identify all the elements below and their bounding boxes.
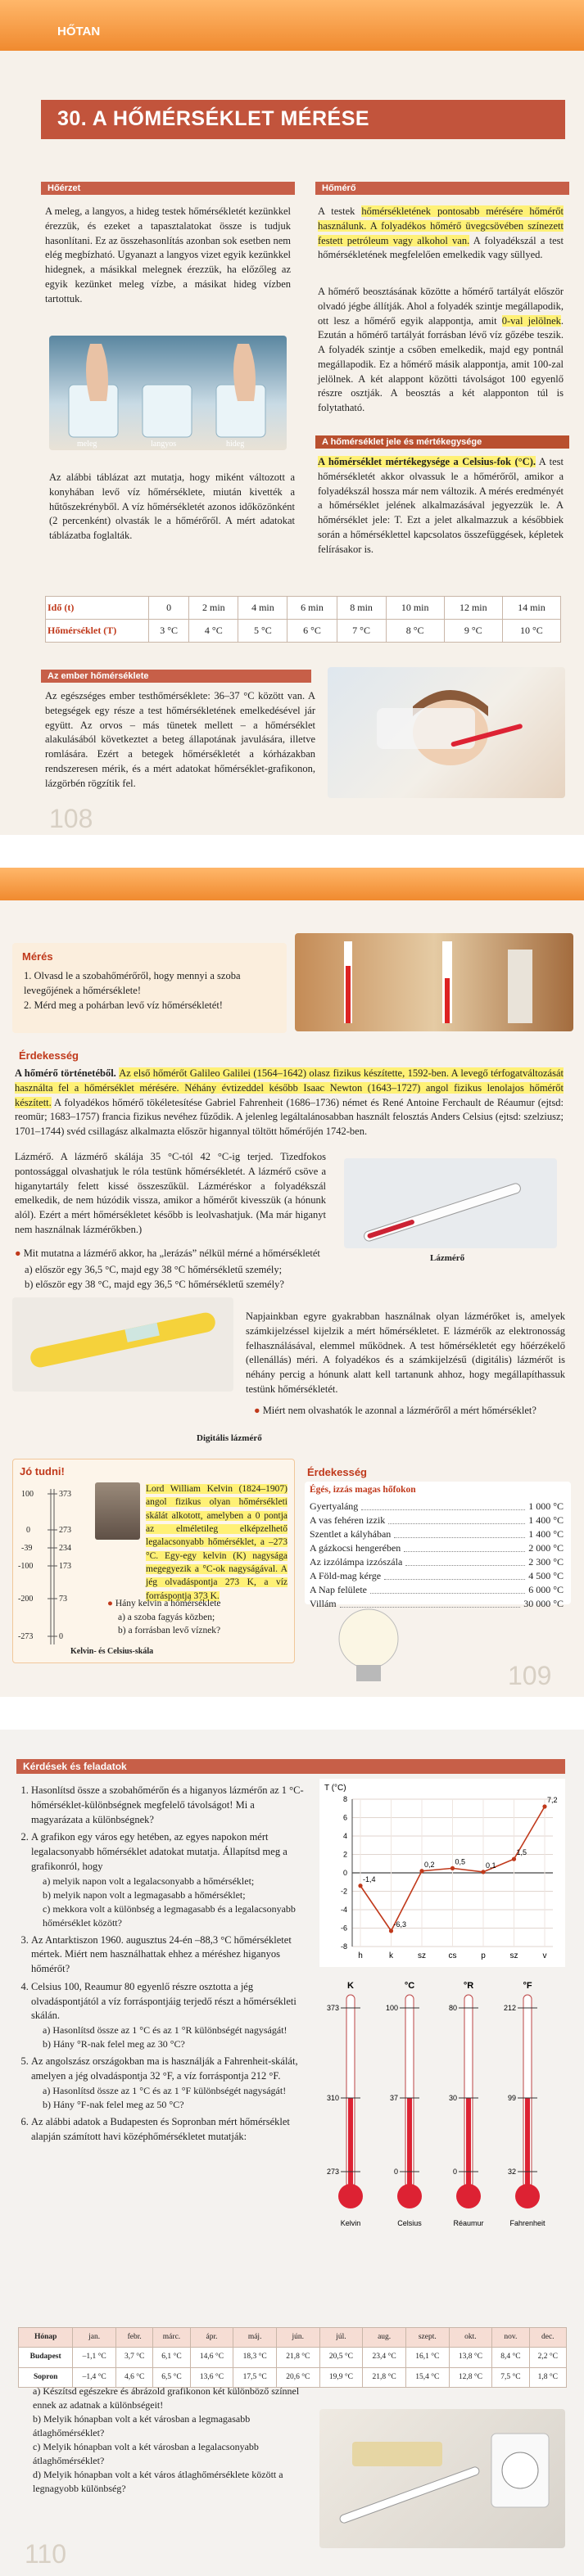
measure-item-2: 2. Mérd meg a pohárban levő víz hőmérsékletét! [24,999,223,1011]
questions-heading: Kérdések és feladatok [16,1759,565,1774]
climate-header-row [19,2328,567,2348]
y-tick-label: 6 [342,1813,347,1822]
temp-cell: 9 °C [444,620,502,643]
temp-cell: 10 °C [502,620,560,643]
lazmero-text: Lázmérő. A lázmérő skálája 35 °C-tól 42 °C-ig terjed. Tizedfokos pontossággal olvashatjuk le róla testünk hőmérsékletét. A lázmérő csöve a higanytartály felett kissé összeszűkül. Lázméréskor a folyadékszál emelkedik, de nem húzódik vissza, amikor a hőmérőt kivesszük (a hónunk alól). Ezért a mért hőmérsékletet később is leolvashatjuk. (Ma már higanyt nem használnak lázmérőkben.) [15,1151,326,1235]
scale-c-zero: 0 [26,1526,30,1535]
y-tick-label: -6 [340,1924,347,1933]
climate-cell: 13,6 °C [190,2367,233,2387]
scale-value: 0 [452,2168,457,2176]
x-tick-label: sz [418,1951,426,1960]
page-gap [0,835,584,868]
thermometer-bulb [515,2184,540,2208]
climate-header: júl. [319,2328,363,2348]
climate-cell: 6,5 °C [153,2367,190,2387]
scale-value: 0 [393,2168,398,2176]
light-bulb-illustration [324,1604,414,1686]
data-point [389,1929,393,1933]
scale-name: Celsius [397,2219,422,2227]
climate-header: aug. [363,2328,406,2348]
digital-caption: Digitális lázmérő [197,1433,262,1443]
climate-header: Hónap [19,2328,73,2348]
scale-c-mid-1: -39 [21,1544,33,1553]
y-tick-label: 0 [342,1869,347,1877]
climate-cell: 17,5 °C [233,2367,277,2387]
scale-value: 373 [326,2004,339,2012]
scale-value: 80 [448,2004,457,2012]
climate-header: ápr. [190,2328,233,2348]
data-point [481,1870,485,1874]
climate-row-budapest [19,2348,567,2367]
climate-city: Budapest [19,2348,73,2367]
top-band [0,868,584,900]
measurement-table [45,596,561,643]
scale-name: Réaumur [453,2219,484,2227]
task-sub: b) melyik napon volt a legmagasabb a hőmérséklet; [43,1888,246,1901]
mercury-column [348,2098,353,2188]
chart-ylabel: T (°C) [324,1784,346,1793]
data-label: 0,2 [424,1860,435,1869]
scale-value: 99 [507,2094,516,2102]
climate-city: Sopron [19,2367,73,2387]
climate-header: márc. [153,2328,190,2348]
time-cell: 10 min [386,597,444,620]
thermometer-bulb [456,2184,481,2208]
chapter-band [0,0,584,51]
task-sub: b) Hány °F-nak felel meg az 50 °C? [43,2098,184,2110]
scale-unit: °C [404,1981,415,1991]
climate-header: dec. [529,2328,566,2348]
task-sub: a) Hasonlítsd össze az 1 °C és az 1 °F különbségét nagyságát! [43,2084,287,2096]
digital-text: Napjainkban egyre gyakrabban használnak olyan lázmérőket is, amelyek számkijelzéssel kijelzik a mért hőmérsékletet. E lázmérők az elektronosság felhasználásával, elemmel működnek. A test hőmérsékletét egy hőérzékelő (ellenállás) méri. A folyadékos és a számkijelzésű (digitális) lázmérőt is néhány percig a hónunk alatt kell tartanunk ahhoz, hogy megállapíthassuk testünk hőmérsékletét. [246,1311,565,1395]
table-row-temperature [46,620,561,643]
climate-cell: –1,4 °C [73,2367,116,2387]
jo-tudni-heading: Jó tudni! [20,1465,65,1477]
weekly-temperature-chart [319,1779,565,1967]
task-item: 1. Hasonlítsd össze a szobahőmérőn és a higanyos lázmérőn az 1 °C-hőmérséklet-különbségnek megfelelő távolságot! Mi a magyarázata a különbségnek? [31,1784,306,1827]
data-point [358,1884,362,1888]
scale-value: 32 [507,2168,516,2176]
x-tick-label: h [358,1951,363,1960]
task-item: 2. A grafikon egy város egy hetében, az egyes napokon mért legalacsonyabb hőmérséklet adatokat mutatja. Állapítsd meg a grafikonról, hogy a) melyik napon volt a legalacsonyabb a hőmérséklet; b) melyik napon volt a legmagasabb a hőmérséklet; c) mekkora volt a különbség a legmagasabb és a legalacsonyabb hőmérséklet között? [31,1830,306,1929]
kelvin-question-a: a) a szoba fagyás közben; [118,1613,215,1622]
climate-cell: 19,9 °C [319,2367,363,2387]
fact-item: Gyertyaláng 1 000 °C [310,1500,564,1512]
page-number: 110 [25,2539,67,2569]
facts-list [310,1500,564,1611]
climate-cell: 20,6 °C [276,2367,319,2387]
task-sub: b) Melyik hónapban volt a két városban a legmagasabb átlaghőmérséklet? [33,2413,251,2439]
scale-value: 100 [385,2004,398,2012]
body-temp-text: Az egészséges ember testhőmérséklete: 36–37 °C között van. A betegségek egy része a test hőmérsékletének emelkedésével jár együtt. Az orvos – más tünetek mellett – a hőmérséklet alakulásából következtet a beteg állapotának javulására, illetve romlására. Ezért a betegek hőmérsékletét a kórházakban rendszeresen mérik, és a mért adatokat hőmérséklet-grafikonon, lázgörbén rögzítik fel. [45,690,315,789]
time-cell: 0 [149,597,189,620]
mercury-column [525,2098,530,2188]
facts-subheading: Égés, izzás magas hőfokon [310,1485,416,1495]
task-sub: a) Készítsd egészekre és ábrázold grafikonon két különböző színnel ennek az adatnak a különbségeit! [33,2385,300,2411]
page-number: 109 [508,1661,552,1690]
homero-paragraph-1: A testek hőmérsékletének pontosabb mérésére hőmérőt használunk. A folyadékos hőmérő üvegcsövében színezett festett petróleum vagy alkohol van. A folyadékszál a test hőmérsékletének megfelelően emelkedik vagy süllyed. [318,205,564,261]
climate-table [18,2327,567,2388]
climate-cell: 21,8 °C [276,2348,319,2367]
climate-cell: 4,6 °C [116,2367,153,2387]
page-title: 30. A HŐMÉRSÉKLET MÉRÉSE [57,107,370,130]
data-label: 7,2 [547,1796,558,1804]
beaker-label-cold: hideg [226,440,245,449]
fact-item: A vas fehéren izzik 1 400 °C [310,1514,564,1527]
scale-k-top: 373 [59,1490,71,1499]
lazmero-photo [344,1158,557,1248]
y-tick-label: -4 [340,1906,347,1914]
climate-cell: 12,8 °C [449,2367,492,2387]
scale-c-mid-2: -100 [18,1562,34,1571]
beakers-illustration [49,336,287,450]
scale-name: Fahrenheit [509,2219,546,2227]
task-item: 4. Celsius 100, Reaumur 80 egyenlő részre osztotta a jég olvadáspontjától a víz forráspontjáig terjedő részt a hőmérsékleti skálán. a) Hasonlítsd össze az 1 °C és az 1 °R különbségét nagyságát! b) Hány °R-nak felel meg az 30 °C? [31,1980,306,2051]
page-108 [0,0,584,835]
time-cell: 4 min [238,597,287,620]
kelvin-text: Lord William Kelvin (1824–1907) angol fizikus olyan hőmérsékleti skálát alkotott, amelyben a 0 pontja az elméletileg elképzelhető legalacsonyabb hőmérséklet, a –273 °C. Egy-egy kelvin (K) nagysága megegyezik a °C-ok nagyságával. A jég olvadáspontja 273 K, a víz forráspontja 373 K. [146,1484,287,1601]
climate-cell: 7,5 °C [492,2367,529,2387]
temp-cell: 3 °C [149,620,189,643]
data-label: 1,5 [516,1848,527,1857]
task-sub: b) Hány °R-nak felel meg az 30 °C? [43,2038,185,2050]
digital-thermometer-photo [12,1297,233,1392]
scale-value: 273 [326,2168,339,2176]
scale-c-bottom: -273 [18,1632,34,1641]
sick-child-photo [328,667,565,798]
table-intro: Az alábbi táblázat azt mutatja, hogy miként változott a konyhában levő víz hőmérséklete, miután kivették a hűtőszekrényből. A víz hőmérsékletét azonos időközönként (2 percenként) olvasták le a hőmérőről. A mért adatokat táblázatba foglalták. [49,471,295,541]
climate-header: máj. [233,2328,277,2348]
scale-value: 310 [326,2094,339,2102]
data-label: -1,4 [363,1874,376,1884]
hoerzet-text: A meleg, a langyos, a hideg testek hőmérsékletét kezünkkel érezzük, és ezeket a tapasztalatokat össze is tudjuk hasonlítani. Ez az összehasonlítás azonban sok esetben nem elég megbízható. Ugyanazt a langyos vizet egyik kezünkkel hidegnek, a másikkal melegnek érezzük, ha előzőleg az egyik kezünket meleg vízbe, a másikat hideg vízben tartottuk. [45,205,291,305]
facts-heading: Érdekesség [307,1466,367,1478]
y-tick-label: 4 [342,1832,347,1840]
time-cell: 14 min [502,597,560,620]
task-list [31,1784,306,2147]
temp-cell: 6 °C [287,620,337,643]
four-temperature-scales [319,1975,565,2245]
digital-question: ● Miért nem olvashatók le azonnal a lázmérőről a mért hőmérséklet? [254,1405,536,1416]
kelvin-question-b: b) a forrásban levő víznek? [118,1626,221,1635]
time-cell: 8 min [337,597,386,620]
facts-box [305,1482,571,1610]
scale-k-mid-1: 234 [59,1544,71,1553]
time-cell: 12 min [444,597,502,620]
x-tick-label: k [389,1951,393,1960]
lazmero-question: ● Mit mutatna a lázmérő akkor, ha „lerázás” nélkül mérné a hőmérsékletét [15,1247,320,1259]
row-head-time: Idő (t) [46,597,149,620]
section-heading-homero: Hőmérő [315,182,569,195]
data-point [450,1866,455,1870]
scale-unit: °F [523,1981,532,1991]
x-tick-label: v [542,1951,547,1960]
scale-k-zero: 273 [59,1526,71,1535]
climate-cell: 3,7 °C [116,2348,153,2367]
climate-cell: 15,4 °C [405,2367,449,2387]
measure-heading: Mérés [22,950,53,963]
climate-header: szept. [405,2328,449,2348]
scale-k-mid-3: 73 [59,1595,67,1604]
scale-c-top: 100 [21,1490,34,1499]
thermometer-collection-illustration [319,2409,565,2548]
row-head-temperature: Hőmérséklet (T) [46,620,149,643]
thermometer-bulb [397,2184,422,2208]
page-number: 108 [49,804,93,833]
fact-item: Szentlet a kályhában 1 400 °C [310,1528,564,1541]
kelvin-caption: Kelvin- és Celsius-skála [70,1647,154,1656]
section-heading-hoerzet: Hőérzet [41,182,295,195]
climate-header: jan. [73,2328,116,2348]
section-heading-body-temp: Az ember hőmérséklete [41,670,311,683]
climate-cell: –1,1 °C [73,2348,116,2367]
unit-paragraph: A hőmérséklet mértékegysége a Celsius-fok (°C). A test hőmérsékletét akkor olvassuk le a hőmérőről, amikor a folyadékszál hossza már nem változik. A mérés eredményét a hőmérséklet jelének alkalmazásával jegyezzük le. A hőmérséklet jele: T. Ezt a jelet alkalmazzuk a későbbiek során a hőmérséklettel kapcsolatos összefüggések, képletek felírásakor is. [318,456,564,555]
climate-header: okt. [449,2328,492,2348]
temp-cell: 5 °C [238,620,287,643]
time-cell: 6 min [287,597,337,620]
lazmero-caption: Lázmérő [430,1253,465,1263]
scale-name: Kelvin [340,2219,361,2227]
time-cell: 2 min [189,597,238,620]
homero-paragraph-2: A hőmérő beosztásának közötte a hőmérő tartályát először olvadó jégbe állítják. Ahol a folyadék szintje megállapodik, ott lesz a hőmérő egyik alappontja, amit 0-val jelölnek. Ezután a hőmérő tartályát forrásban lévő víz gőzébe teszik. A folyadék szintje a csőben emelkedik, majd egy pontnál megállapodik. Ez a hőmérő másik alappontja, amit 100-zal jelölnek. A két alappont közötti távolságot 100 egyenlő részre osztják. A beosztás a két alapponton túl is folytatható. [318,286,564,413]
task-sub: a) melyik napon volt a legalacsonyabb a hőmérséklet; [43,1874,255,1887]
thermometer-bulb [338,2184,363,2208]
temp-cell: 8 °C [386,620,444,643]
scale-value: 30 [448,2094,457,2102]
scale-k-bottom: 0 [59,1632,63,1641]
task-item: 5. Az angolszász országokban ma is használják a Fahrenheit-skálát, amelyen a jég olvadáspontja 32 °F, a víz forráspontja 212 °F. a) Hasonlítsd össze az 1 °C és az 1 °F különbségét nagyságát! b) Hány °F-nak felel meg az 50 °C? [31,2055,306,2112]
x-tick-label: sz [509,1951,518,1960]
climate-cell: 6,1 °C [153,2348,190,2367]
task6-subs [33,2384,311,2496]
scale-c-mid-3: -200 [18,1595,34,1604]
digital-thermometer-illustration [12,1297,233,1392]
measure-item-1: 1. Olvasd le a szobahőmérőről, hogy mennyi a szoba levegőjének a hőmérséklete! [24,970,241,996]
mercury-column [466,2098,471,2188]
data-point [542,1804,546,1808]
kelvin-question: ● Hány kelvin a hőmérséklete [107,1599,221,1608]
beaker-label-hot: meleg [77,440,97,449]
fact-item: Villám 30 000 °C [310,1598,564,1610]
data-label: 0,1 [486,1861,496,1870]
climate-header: nov. [492,2328,529,2348]
hand-water-photo [49,336,287,450]
fact-item: A Föld-mag kérge 4 500 °C [310,1570,564,1582]
child-thermometer-illustration [328,667,565,798]
climate-cell: 16,1 °C [405,2348,449,2367]
page-109 [0,868,584,1697]
measure-box [12,943,287,1033]
fact-item: A gázkocsi hengerében 2 000 °C [310,1542,564,1554]
climate-cell: 2,2 °C [529,2348,566,2367]
data-label: 0,5 [455,1857,466,1866]
data-point [512,1857,516,1861]
clinical-thermometer-illustration [344,1158,557,1248]
scale-value: 37 [389,2094,398,2102]
climate-header: febr. [116,2328,153,2348]
task-item: 6. Az alábbi adatok a Budapesten és Sopronban mért hőmérséklet alapján számított havi középhőmérsékletet mutatják: [31,2115,306,2145]
mercury-column [407,2098,412,2188]
task-item: 3. Az Antarktiszon 1960. augusztus 24-én –88,3 °C hőmérsékletet mértek. Miért nem használhattak ehhez a méréshez higanyos hőmérőt? [31,1933,306,1977]
temp-cell: 4 °C [189,620,238,643]
task-sub: d) Melyik hónapban volt a két város átlaghőmérséklete között a legnagyobb különbség? [33,2469,283,2495]
thermometer-bars-illustration [295,933,573,1031]
fact-item: Az izzólámpa izzószála 2 300 °C [310,1556,564,1568]
x-tick-label: cs [448,1951,457,1960]
thermometers-photo [295,933,573,1031]
task-sub: a) Hasonlítsd össze az 1 °C és az 1 °R különbségét nagyságát! [43,2024,287,2037]
history-text: A hőmérő történetéből. Az első hőmérőt Galileo Galilei (1564–1642) olasz fizikus készítette, 1592-ben. A levegő térfogatváltozását használta fel a hőmérséklet mérésére. Néhány évtizeddel később Isaac Newton (1643–1727) angol fizikus lenolajos hőmérőt készített. A folyadékos hőmérő tökéletesítése Gabriel Fahrenheit (1686–1736) német és René Antoine Ferchault de Réaumur (ejtsd: reomür; 1683–1757) francia fizikus nevéhez fűződik. A jelenleg legáltalánosabban használt felosztás Anders Celsius (ejtsd: szelziusz; 1701–1744) svéd csillagász alkalmazta először higannyal töltött hőmérőjén 1742-ben. [15,1067,564,1137]
erdekesseg-heading: Érdekesség [19,1049,79,1062]
page-gap [0,1697,584,1730]
climate-cell: 23,4 °C [363,2348,406,2367]
climate-cell: 13,8 °C [449,2348,492,2367]
temp-cell: 7 °C [337,620,386,643]
data-label: -6,3 [393,1920,407,1929]
page-110 [0,1730,584,2576]
chapter-label: HŐTAN [57,25,101,38]
y-tick-label: 8 [342,1795,347,1803]
task-sub: c) Melyik hónapban volt a két városban a legalacsonyabb átlaghőmérséklet? [33,2441,259,2467]
climate-cell: 20,5 °C [319,2348,363,2367]
scale-k-mid-2: 173 [59,1562,71,1571]
x-tick-label: p [481,1951,486,1960]
lazmero-question-a: a) először egy 36,5 °C, majd egy 38 °C hőmérsékletű személy; [25,1264,283,1275]
climate-cell: 21,8 °C [363,2367,406,2387]
scale-value: 212 [503,2004,516,2012]
section-heading-unit: A hőmérséklet jele és mértékegysége [315,435,569,449]
climate-cell: 18,3 °C [233,2348,277,2367]
table-row-time [46,597,561,620]
climate-header: jún. [276,2328,319,2348]
y-tick-label: 2 [342,1850,347,1859]
thermometer-collection-photo [319,2409,565,2548]
fact-item: A Nap felülete 6 000 °C [310,1584,564,1596]
data-point [419,1869,423,1873]
scale-unit: °R [463,1981,474,1991]
task-sub: c) mekkora volt a különbség a legmagasabb és a legalacsonyabb hőmérséklet között? [43,1902,296,1929]
y-tick-label: -2 [340,1887,347,1896]
climate-cell: 14,6 °C [190,2348,233,2367]
beaker-label-lukewarm: langyos [151,440,177,449]
y-tick-label: -8 [340,1942,347,1951]
jo-tudni-box [12,1459,295,1663]
scale-unit: K [347,1981,354,1991]
climate-cell: 1,8 °C [529,2367,566,2387]
lazmero-question-b: b) először egy 38 °C, majd egy 36,5 °C hőmérsékletű személy? [25,1279,284,1290]
climate-cell: 8,4 °C [492,2348,529,2367]
